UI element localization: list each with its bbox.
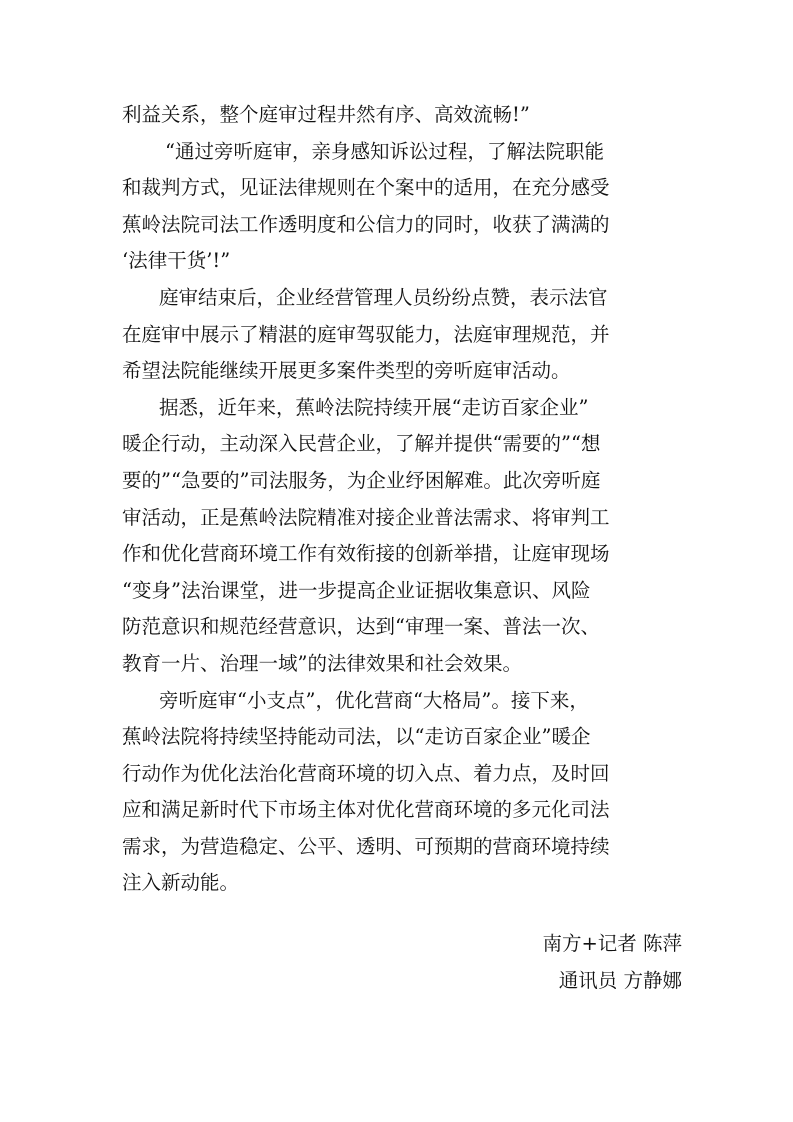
article-line: 行动作为优化法治化营商环境的切入点、着力点，及时回 [122,761,610,785]
article-line: ‘法律干货’!” [122,249,231,273]
article-line: 蕉岭法院司法工作透明度和公信力的同时，收获了满满的 [122,212,610,236]
article-line: 审活动，正是蕉岭法院精准对接企业普法需求、将审判工 [122,505,610,529]
article-line: 据悉，近年来，蕉岭法院持续开展“走访百家企业” [159,395,589,419]
article-line: 暖企行动，主动深入民营企业，了解并提供“需要的”“想 [122,432,601,456]
article-line: 庭审结束后，企业经营管理人员纷纷点赞，表示法官 [159,285,608,309]
article-line: 教育一片、治理一域”的法律效果和社会效果。 [122,651,522,675]
article-line: “通过旁听庭审，亲身感知诉讼过程，了解法院职能 [165,139,604,163]
byline-reporter: 南方+记者 陈萍 [542,932,682,955]
article-line: 要的”“急要的”司法服务，为企业纾困解难。此次旁听庭 [122,468,601,492]
article-body [122,97,682,902]
article-line: 蕉岭法院将持续坚持能动司法，以“走访百家企业”暖企 [122,725,591,749]
article-line: 需求，为营造稳定、公平、透明、可预期的营商环境持续 [122,834,610,858]
article-line: “变身”法治课堂，进一步提高企业证据收集意识、风险 [122,578,591,602]
article-line: 和裁判方式，见证法律规则在个案中的适用，在充分感受 [122,176,610,200]
article-line: 作和优化营商环境工作有效衔接的创新举措，让庭审现场 [122,542,610,566]
article-line: 在庭审中展示了精湛的庭审驾驭能力，法庭审理规范，并 [122,322,610,346]
article-line: 注入新动能。 [122,871,240,895]
article-line: 应和满足新时代下市场主体对优化营商环境的多元化司法 [122,798,610,822]
article-line: 利益关系，整个庭审过程井然有序、高效流畅!” [122,103,530,126]
byline-correspondent: 通讯员 方静娜 [558,969,682,992]
article-line: 希望法院能继续开展更多案件类型的旁听庭审活动。 [122,359,571,383]
article-line: 防范意识和规范经营意识，达到“审理一案、普法一次、 [122,615,600,639]
article-line: 旁听庭审“小支点”，优化营商“大格局”。接下来， [159,688,589,712]
